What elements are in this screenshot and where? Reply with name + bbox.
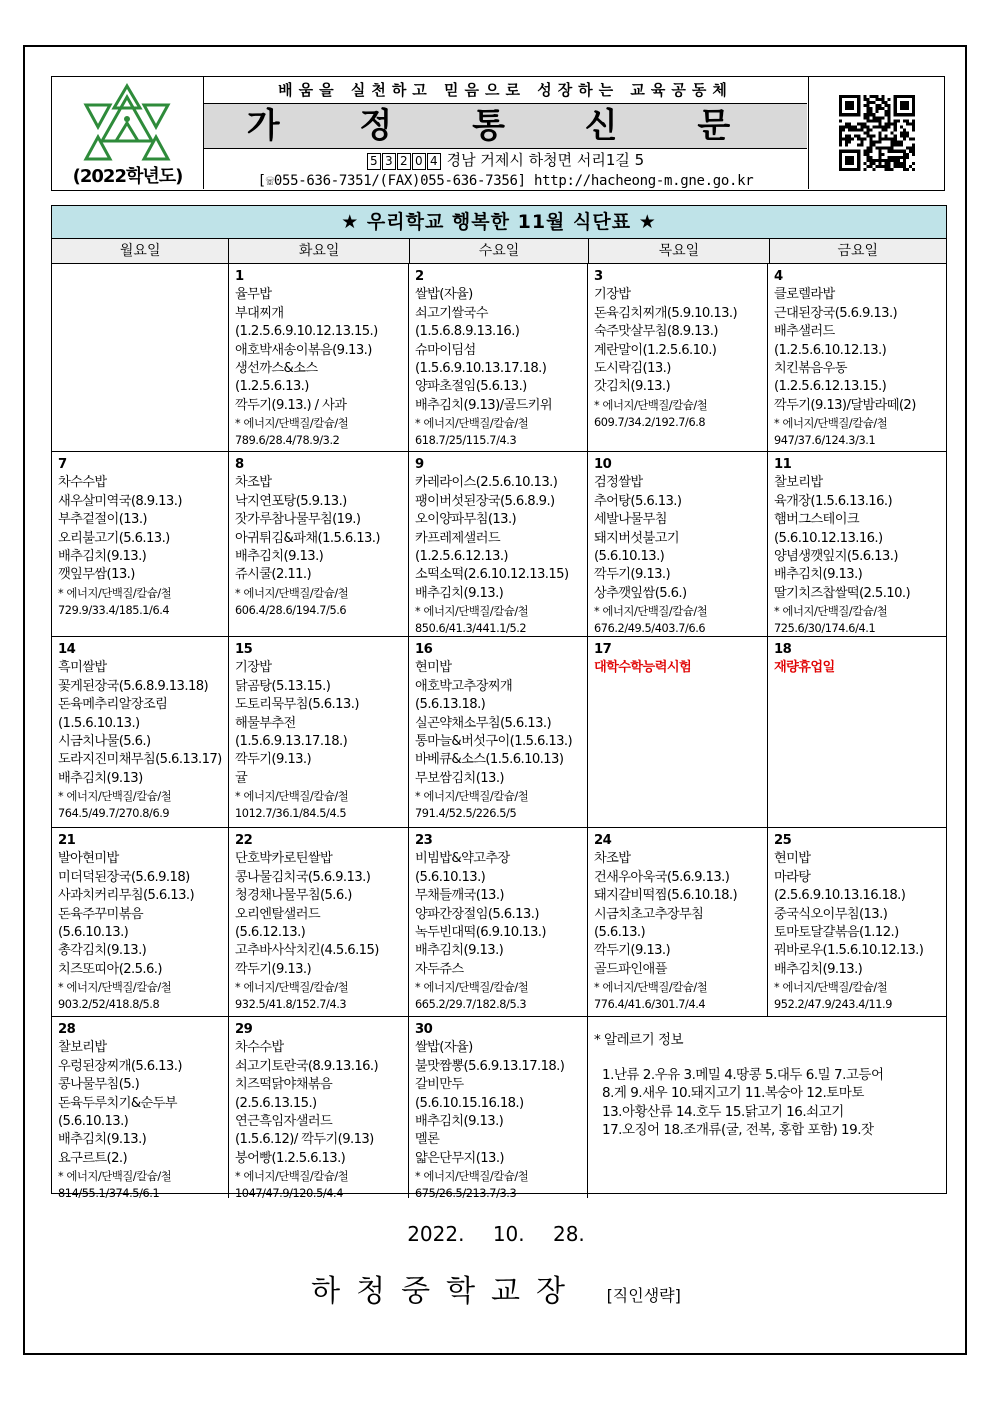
day-cell bbox=[229, 264, 409, 451]
menu-item: 깍두기(9.13.) bbox=[235, 752, 312, 768]
day-cell bbox=[768, 264, 945, 451]
menu-item: 햄버그스테이크 bbox=[774, 512, 859, 528]
day-date: 14 bbox=[58, 642, 76, 657]
menu-item: 콩나물무침(5.) bbox=[58, 1077, 140, 1093]
menu-item: 돈육메추리알장조림 bbox=[58, 697, 168, 713]
nutrition-label: * 에너지/단백질/칼슘/철 bbox=[594, 398, 708, 412]
nutrition-label: * 에너지/단백질/칼슘/철 bbox=[594, 605, 708, 619]
menu-item: 도시락김(13.) bbox=[594, 361, 671, 377]
seal-omitted: [직인생략] bbox=[606, 1286, 681, 1305]
lunch-menu-table bbox=[51, 205, 947, 1198]
menu-item: 도라지진미채무침(5.6.13.17) bbox=[58, 752, 222, 768]
day-cell bbox=[229, 828, 409, 1016]
nutrition-label: * 에너지/단백질/칼슘/철 bbox=[235, 790, 349, 804]
day-cell bbox=[588, 264, 768, 451]
nutrition-label: * 에너지/단백질/칼슘/철 bbox=[774, 981, 888, 995]
menu-item: (1.5.6.9.13.17.18.) bbox=[235, 734, 348, 750]
nutrition-values: 675/26.5/213.7/3.3 bbox=[415, 1187, 517, 1198]
nutrition-label: * 에너지/단백질/칼슘/철 bbox=[58, 1170, 172, 1184]
menu-item: 붕어빵(1.2.5.6.13.) bbox=[235, 1150, 346, 1166]
day-date: 4 bbox=[774, 269, 783, 284]
menu-item: (1.5.6.12)/ 깍두기(9.13) bbox=[235, 1132, 374, 1148]
week-row bbox=[52, 264, 946, 452]
school-motto: 배움을 실천하고 믿음으로 성장하는 교육공동체 bbox=[204, 77, 807, 104]
menu-item: 배추김치(9.13) bbox=[58, 770, 143, 786]
menu-item: 얇은단무지(13.) bbox=[415, 1150, 504, 1166]
menu-item: 차수수밥 bbox=[58, 475, 107, 491]
menu-item: 양념생깻잎지(5.6.13.) bbox=[774, 549, 898, 565]
menu-item: 건새우아욱국(5.6.9.13.) bbox=[594, 869, 730, 885]
menu-item: 소떡소떡(2.6.10.12.13.15) bbox=[415, 567, 569, 583]
allergy-line: 13.아황산류 14.호두 15.닭고기 16.쇠고기 bbox=[602, 1103, 844, 1120]
menu-item: (5.6.12.13.) bbox=[235, 925, 306, 941]
menu-item: 차조밥 bbox=[594, 851, 631, 867]
menu-item: 배추김치(9.13.) bbox=[58, 1132, 147, 1148]
weekday-header: 화요일 bbox=[229, 239, 409, 263]
day-date: 17 bbox=[594, 642, 612, 657]
postal-digit: 4 bbox=[427, 153, 441, 170]
allergy-heading: * 알레르기 정보 bbox=[594, 1032, 684, 1048]
day-cell bbox=[52, 452, 229, 636]
menu-item: 사과치커리무침(5.6.13.) bbox=[58, 888, 195, 904]
page-title: 가 정 통 신 문 bbox=[204, 104, 807, 149]
menu-item: 실곤약채소무침(5.6.13.) bbox=[415, 715, 552, 731]
menu-item: (1.2.5.6.13.) bbox=[235, 379, 309, 395]
day-cell bbox=[229, 637, 409, 827]
menu-item: 비빔밥&약고추장 bbox=[415, 851, 510, 867]
nutrition-label: * 에너지/단백질/칼슘/철 bbox=[594, 981, 708, 995]
menu-item: 고추바사삭치킨(4.5.6.15) bbox=[235, 943, 379, 959]
menu-item: 골드파인애플 bbox=[594, 961, 667, 977]
nutrition-values: 789.6/28.4/78.9/3.2 bbox=[235, 434, 340, 448]
menu-item: 미더덕된장국(5.6.9.18) bbox=[58, 869, 190, 885]
menu-item: 닭곰탕(5.13.15.) bbox=[235, 678, 331, 694]
school-address bbox=[204, 149, 807, 171]
holiday-label: 대학수학능력시험 bbox=[594, 660, 692, 676]
nutrition-values: 932.5/41.8/152.7/4.3 bbox=[235, 998, 347, 1012]
menu-item: 배추샐러드 bbox=[774, 324, 835, 340]
menu-item: (1.2.5.6.12.13.) bbox=[415, 549, 508, 565]
contact-info: [☏055-636-7351/(FAX)055-636-7356] http://hacheong-m.gne.go.kr bbox=[257, 173, 754, 189]
menu-item: 치즈또띠아(2.5.6.) bbox=[58, 961, 162, 977]
day-date: 29 bbox=[235, 1022, 253, 1037]
day-cell bbox=[588, 828, 768, 1016]
day-date: 18 bbox=[774, 642, 792, 657]
menu-item: 생선까스&소스 bbox=[235, 361, 318, 377]
menu-item: 쇠고기토란국(8.9.13.16.) bbox=[235, 1058, 379, 1074]
menu-item: (5.6.10.12.13.16.) bbox=[774, 530, 883, 546]
menu-item: 새우살미역국(8.9.13.) bbox=[58, 493, 182, 509]
menu-item: (5.6.10.13.) bbox=[594, 549, 665, 565]
day-date: 8 bbox=[235, 457, 244, 472]
nutrition-values: 1012.7/36.1/84.5/4.5 bbox=[235, 807, 347, 821]
menu-title: ★ 우리학교 행복한 11월 식단표 ★ bbox=[52, 206, 946, 239]
menu-item: 시금치초고추장무침 bbox=[594, 906, 704, 922]
menu-item: 율무밥 bbox=[235, 287, 272, 303]
day-date: 22 bbox=[235, 833, 253, 848]
menu-item: 오리엔탈샐러드 bbox=[235, 906, 320, 922]
postal-digit: 2 bbox=[397, 153, 411, 170]
menu-item: 요구르트(2.) bbox=[58, 1150, 128, 1166]
day-cell bbox=[588, 637, 768, 827]
day-date: 3 bbox=[594, 269, 603, 284]
allergy-line: 8.게 9.새우 10.돼지고기 11.복숭아 12.토마토 bbox=[602, 1085, 864, 1101]
menu-item: 부추겉절이(13.) bbox=[58, 512, 147, 528]
postal-digit: 3 bbox=[382, 153, 396, 170]
menu-item: 쌀밥(자율) bbox=[415, 287, 473, 303]
menu-item: 불맛짬뽕(5.6.9.13.17.18.) bbox=[415, 1058, 565, 1074]
day-cell bbox=[409, 637, 588, 827]
nutrition-label: * 에너지/단백질/칼슘/철 bbox=[58, 790, 172, 804]
nutrition-label: * 에너지/단백질/칼슘/철 bbox=[415, 605, 529, 619]
menu-weeks bbox=[52, 264, 946, 1198]
nutrition-values: 764.5/49.7/270.8/6.9 bbox=[58, 807, 170, 821]
menu-item: 부대찌개 bbox=[235, 305, 284, 321]
menu-item: 토마토달걀볶음(1.12.) bbox=[774, 925, 899, 941]
menu-item: 육개장(1.5.6.13.16.) bbox=[774, 493, 892, 509]
address-text: 경남 거제시 하청면 서리1길 5 bbox=[446, 151, 645, 169]
menu-item: 우렁된장찌개(5.6.13.) bbox=[58, 1058, 182, 1074]
menu-item: 배추김치(9.13.) bbox=[774, 567, 863, 583]
postal-digit: 0 bbox=[412, 153, 426, 170]
menu-item: 중국식오이무침(13.) bbox=[774, 906, 888, 922]
menu-item: 돈육주꾸미볶음 bbox=[58, 906, 143, 922]
menu-item: (5.6.10.13.) bbox=[415, 869, 486, 885]
menu-item: 콩나물김치국(5.6.9.13.) bbox=[235, 869, 371, 885]
menu-item: (5.6.10.13.) bbox=[58, 1114, 129, 1130]
day-date: 9 bbox=[415, 457, 424, 472]
nutrition-values: 725.6/30/174.6/4.1 bbox=[774, 622, 876, 636]
principal-name: 하청중학교장 bbox=[311, 1274, 582, 1309]
nutrition-values: 676.2/49.5/403.7/6.6 bbox=[594, 622, 706, 636]
nutrition-values: 609.7/34.2/192.7/6.8 bbox=[594, 415, 706, 429]
menu-item: 현미밥 bbox=[415, 660, 452, 676]
weekday-header-row bbox=[52, 239, 946, 264]
nutrition-label: * 에너지/단백질/칼슘/철 bbox=[774, 417, 888, 431]
menu-item: 연근흑임자샐러드 bbox=[235, 1114, 333, 1130]
nutrition-values: 791.4/52.5/226.5/5 bbox=[415, 807, 517, 821]
menu-item: (2.5.6.13.15.) bbox=[235, 1095, 317, 1111]
menu-item: 양파간장절임(5.6.13.) bbox=[415, 906, 539, 922]
menu-item: 근대된장국(5.6.9.13.) bbox=[774, 305, 898, 321]
menu-item: 깍두기(9.13.) bbox=[594, 943, 671, 959]
menu-item: 카레라이스(2.5.6.10.13.) bbox=[415, 475, 558, 491]
nutrition-values: 1047/47.9/120.5/4.4 bbox=[235, 1187, 344, 1198]
menu-item: 낙지연포탕(5.9.13.) bbox=[235, 493, 347, 509]
menu-item: 잣가루참나물무침(19.) bbox=[235, 512, 361, 528]
menu-item: 배추김치(9.13.) bbox=[58, 549, 147, 565]
menu-item: 해물부추전 bbox=[235, 715, 296, 731]
holiday-label: 재량휴업일 bbox=[774, 660, 835, 676]
day-cell bbox=[768, 828, 945, 1016]
school-logo-icon bbox=[80, 83, 174, 163]
menu-item: 바베큐&소스(1.5.6.10.13) bbox=[415, 752, 564, 768]
day-date: 25 bbox=[774, 833, 792, 848]
day-date: 23 bbox=[415, 833, 433, 848]
menu-item: 배추김치(9.13.) bbox=[774, 961, 863, 977]
principal-signature bbox=[0, 1266, 992, 1310]
nutrition-label: * 에너지/단백질/칼슘/철 bbox=[415, 981, 529, 995]
menu-item: 양파초절임(5.6.13.) bbox=[415, 379, 527, 395]
day-cell bbox=[229, 1017, 409, 1198]
nutrition-label: * 에너지/단백질/칼슘/철 bbox=[774, 605, 888, 619]
menu-item: 치즈떡닭야채볶음 bbox=[235, 1077, 333, 1093]
nutrition-label: * 에너지/단백질/칼슘/철 bbox=[235, 1170, 349, 1184]
menu-item: 귤 bbox=[235, 770, 248, 786]
nutrition-values: 947/37.6/124.3/3.1 bbox=[774, 434, 876, 448]
day-cell bbox=[768, 637, 945, 827]
day-date: 1 bbox=[235, 269, 244, 284]
menu-item: 꿔바로우(1.5.6.10.12.13.) bbox=[774, 943, 924, 959]
issue-date: 2022. 10. 28. bbox=[407, 1222, 585, 1246]
day-date: 24 bbox=[594, 833, 612, 848]
menu-item: 배추김치(9.13.) bbox=[235, 549, 324, 565]
menu-item: 돈육두루치기&순두부 bbox=[58, 1095, 177, 1111]
school-year: (2022학년도) bbox=[72, 166, 183, 187]
day-date: 10 bbox=[594, 457, 612, 472]
day-date: 28 bbox=[58, 1022, 76, 1037]
postal-digit: 5 bbox=[367, 153, 381, 170]
menu-item: 깍두기(9.13.) bbox=[235, 961, 312, 977]
nutrition-values: 665.2/29.7/182.8/5.3 bbox=[415, 998, 527, 1012]
menu-item: 배추김치(9.13.) bbox=[415, 585, 504, 601]
menu-item: 오이양파무침(13.) bbox=[415, 512, 517, 528]
nutrition-label: * 에너지/단백질/칼슘/철 bbox=[58, 586, 172, 600]
menu-item: (5.6.10.13.) bbox=[58, 925, 129, 941]
menu-item: (1.2.5.6.12.13.15.) bbox=[774, 379, 887, 395]
menu-item: (5.6.13.) bbox=[594, 925, 646, 941]
menu-item: 깍두기(9.13.) / 사과 bbox=[235, 397, 347, 413]
menu-item: 배추김치(9.13.) bbox=[415, 943, 504, 959]
qr-box bbox=[808, 77, 945, 189]
menu-item: 총각김치(9.13.) bbox=[58, 943, 147, 959]
menu-item: 무보쌈김치(13.) bbox=[415, 770, 504, 786]
allergy-line: 1.난류 2.우유 3.메밀 4.땅콩 5.대두 6.밀 7.고등어 bbox=[602, 1066, 884, 1083]
menu-item: 숙주맛살무침(8.9.13.) bbox=[594, 324, 718, 340]
nutrition-values: 729.9/33.4/185.1/6.4 bbox=[58, 603, 170, 617]
menu-item: 기장밥 bbox=[235, 660, 272, 676]
menu-item: (1.2.5.6.10.12.13.) bbox=[774, 342, 887, 358]
menu-item: 팽이버섯된장국(5.6.8.9.) bbox=[415, 493, 555, 509]
menu-item: 마라탕 bbox=[774, 869, 811, 885]
day-date: 2 bbox=[415, 269, 424, 284]
menu-item: (5.6.13.18.) bbox=[415, 697, 486, 713]
menu-item: 멜론 bbox=[415, 1132, 440, 1148]
menu-item: 기장밥 bbox=[594, 287, 631, 303]
menu-item: 애호박고추장찌개 bbox=[415, 678, 513, 694]
week-row bbox=[52, 637, 946, 828]
day-date: 16 bbox=[415, 642, 433, 657]
weekday-header: 목요일 bbox=[589, 239, 769, 263]
day-date: 30 bbox=[415, 1022, 433, 1037]
letter-header bbox=[51, 76, 945, 191]
menu-item: (1.5.6.9.10.13.17.18.) bbox=[415, 361, 547, 377]
day-cell bbox=[52, 637, 229, 827]
menu-item: 돼지갈비떡찜(5.6.10.18.) bbox=[594, 888, 738, 904]
nutrition-values: 850.6/41.3/441.1/5.2 bbox=[415, 622, 527, 636]
menu-item: 갓김치(9.13.) bbox=[594, 379, 671, 395]
menu-item: 추어탕(5.6.13.) bbox=[594, 493, 682, 509]
weekday-header: 월요일 bbox=[52, 239, 229, 263]
day-date: 7 bbox=[58, 457, 67, 472]
menu-item: 계란말이(1.2.5.6.10.) bbox=[594, 342, 717, 358]
menu-item: 단호박카로틴쌀밥 bbox=[235, 851, 333, 867]
menu-item: 발아현미밥 bbox=[58, 851, 119, 867]
menu-item: 자두쥬스 bbox=[415, 961, 464, 977]
allergy-info bbox=[588, 1017, 945, 1198]
weekday-header: 수요일 bbox=[410, 239, 589, 263]
menu-item: 슈마이딤섬 bbox=[415, 342, 476, 358]
nutrition-label: * 에너지/단백질/칼슘/철 bbox=[235, 417, 349, 431]
nutrition-label: * 에너지/단백질/칼슘/철 bbox=[58, 981, 172, 995]
menu-item: 찰보리밥 bbox=[774, 475, 823, 491]
week-row bbox=[52, 828, 946, 1017]
menu-item: 깻잎무쌈(13.) bbox=[58, 567, 135, 583]
menu-item: 치킨볶음우동 bbox=[774, 361, 847, 377]
day-cell bbox=[229, 452, 409, 636]
week-row bbox=[52, 452, 946, 637]
day-cell bbox=[52, 264, 229, 451]
menu-item: (1.5.6.10.13.) bbox=[58, 715, 140, 731]
day-cell bbox=[409, 452, 588, 636]
week-row bbox=[52, 1017, 946, 1198]
menu-item: 상추깻잎쌈(5.6.) bbox=[594, 585, 687, 601]
menu-item: 깍두기(9.13.) bbox=[594, 567, 671, 583]
nutrition-values: 776.4/41.6/301.7/4.4 bbox=[594, 998, 706, 1012]
menu-item: 통마늘&버섯구이(1.5.6.13.) bbox=[415, 734, 573, 750]
allergy-line: 17.오징어 18.조개류(굴, 전복, 홍합 포함) 19.잣 bbox=[602, 1122, 874, 1138]
menu-item: 돈육김치찌개(5.9.10.13.) bbox=[594, 305, 738, 321]
day-cell bbox=[409, 1017, 588, 1198]
menu-item: 검정쌀밥 bbox=[594, 475, 643, 491]
menu-item: 클로렐라밥 bbox=[774, 287, 835, 303]
nutrition-label: * 에너지/단백질/칼슘/철 bbox=[415, 1170, 529, 1184]
menu-item: 딸기치즈찹쌀떡(2.5.10.) bbox=[774, 585, 911, 601]
menu-item: 도토리묵무침(5.6.13.) bbox=[235, 697, 359, 713]
menu-item: 쌀밥(자율) bbox=[415, 1040, 473, 1056]
nutrition-label: * 에너지/단백질/칼슘/철 bbox=[415, 417, 529, 431]
menu-item: 깍두기(9.13)/달밤라떼(2) bbox=[774, 397, 916, 413]
menu-item: 애호박새송이볶음(9.13.) bbox=[235, 342, 372, 358]
menu-item: (1.5.6.8.9.13.16.) bbox=[415, 324, 520, 340]
menu-item: 아귀튀김&파채(1.5.6.13.) bbox=[235, 530, 380, 546]
menu-item: 찰보리밥 bbox=[58, 1040, 107, 1056]
day-date: 11 bbox=[774, 457, 792, 472]
menu-item: (5.6.10.15.16.18.) bbox=[415, 1095, 524, 1111]
qr-code-icon[interactable] bbox=[839, 95, 915, 171]
day-date: 15 bbox=[235, 642, 253, 657]
day-cell bbox=[768, 452, 945, 636]
nutrition-label: * 에너지/단백질/칼슘/철 bbox=[235, 586, 349, 600]
nutrition-values: 952.2/47.9/243.4/11.9 bbox=[774, 998, 893, 1012]
menu-item: 세발나물무침 bbox=[594, 512, 667, 528]
menu-item: 카프레제샐러드 bbox=[415, 530, 500, 546]
school-logo-box bbox=[52, 77, 204, 189]
menu-item: 청경채나물무침(5.6.) bbox=[235, 888, 352, 904]
menu-item: 배추김치(9.13.) bbox=[415, 1114, 504, 1130]
day-cell bbox=[52, 1017, 229, 1198]
day-cell bbox=[409, 828, 588, 1016]
menu-item: 녹두빈대떡(6.9.10.13.) bbox=[415, 925, 546, 941]
menu-item: 차수수밥 bbox=[235, 1040, 284, 1056]
menu-item: 갈비만두 bbox=[415, 1077, 464, 1093]
nutrition-label: * 에너지/단백질/칼슘/철 bbox=[415, 790, 529, 804]
day-date: 21 bbox=[58, 833, 76, 848]
weekday-header: 금요일 bbox=[837, 243, 879, 259]
menu-item: 무채들깨국(13.) bbox=[415, 888, 504, 904]
menu-item: 현미밥 bbox=[774, 851, 811, 867]
nutrition-values: 618.7/25/115.7/4.3 bbox=[415, 434, 517, 448]
postal-code bbox=[367, 149, 442, 171]
menu-item: 꽃게된장국(5.6.8.9.13.18) bbox=[58, 678, 209, 694]
allergy-list bbox=[594, 1066, 940, 1140]
nutrition-label: * 에너지/단백질/칼슘/철 bbox=[235, 981, 349, 995]
nutrition-values: 606.4/28.6/194.7/5.6 bbox=[235, 603, 347, 617]
menu-item: 오리불고기(5.6.13.) bbox=[58, 530, 170, 546]
day-cell bbox=[52, 828, 229, 1016]
menu-item: 쇠고기쌀국수 bbox=[415, 305, 488, 321]
nutrition-values: 903.2/52/418.8/5.8 bbox=[58, 998, 160, 1012]
menu-item: 배추김치(9.13)/골드키위 bbox=[415, 397, 553, 413]
day-cell bbox=[588, 452, 768, 636]
menu-item: 차조밥 bbox=[235, 475, 272, 491]
menu-item: 시금치나물(5.6.) bbox=[58, 734, 151, 750]
menu-item: (2.5.6.9.10.13.16.18.) bbox=[774, 888, 906, 904]
day-cell bbox=[409, 264, 588, 451]
menu-item: 흑미쌀밥 bbox=[58, 660, 107, 676]
menu-item: (1.2.5.6.9.10.12.13.15.) bbox=[235, 324, 378, 340]
menu-item: 쥬시쿨(2.11.) bbox=[235, 567, 312, 583]
nutrition-values: 814/55.1/374.5/6.1 bbox=[58, 1187, 160, 1198]
menu-item: 돼지버섯불고기 bbox=[594, 530, 679, 546]
